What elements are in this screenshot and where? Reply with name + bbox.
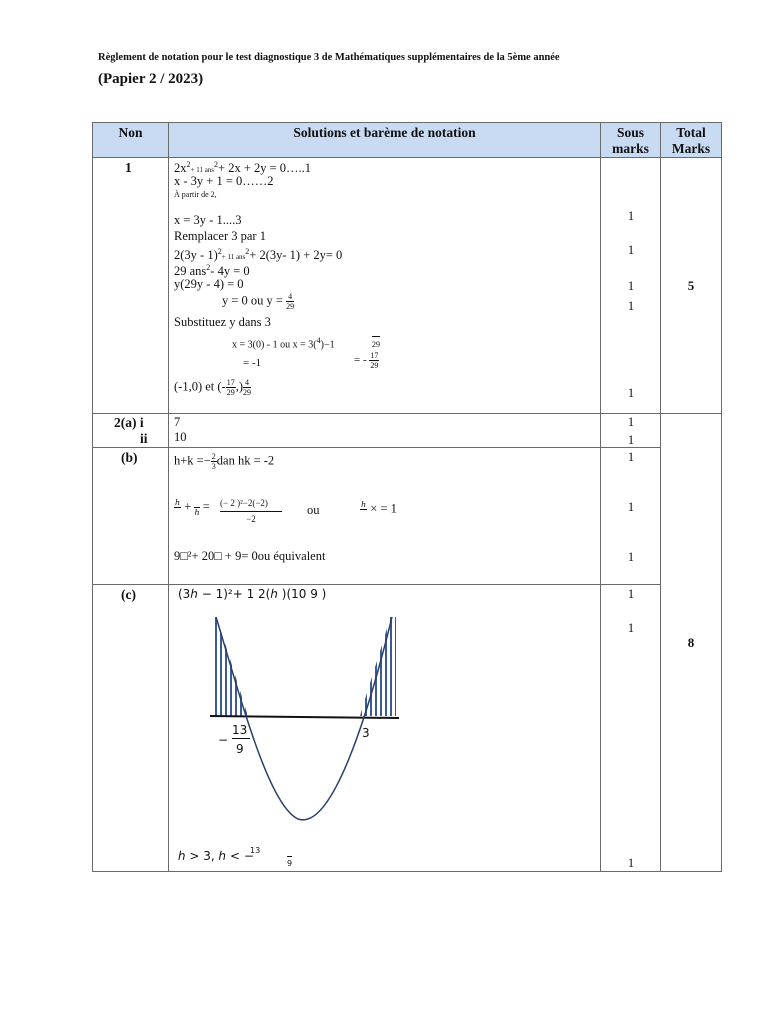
- q2b-mark-2: 1: [627, 500, 635, 514]
- q1-line-7: 29 ans$^2$- 4y = 0: [174, 263, 250, 279]
- q2a-i-value: 7: [174, 415, 181, 429]
- q1-line-12-left: = -1: [243, 357, 262, 369]
- q2c-answer-numerator: 13: [250, 846, 261, 855]
- q1-mark-1: 1: [627, 209, 635, 223]
- q1-total-marks: 5: [687, 278, 695, 293]
- q1-mark-5: 1: [627, 386, 635, 400]
- q1-mark-2: 1: [627, 243, 635, 257]
- q1-line-10: Substituez y dans 3: [174, 315, 271, 329]
- q2a-mark-1: 1: [627, 415, 635, 429]
- document-subtitle: (Papier 2 / 2023): [98, 71, 204, 87]
- q1-line-6: 2(3y - 1)$^2$+ 11 ans$^2$+ 2(3y- 1) + 2y= 0: [174, 247, 343, 263]
- q2c-answer-denominator: 9: [287, 856, 292, 871]
- parabola-left-root-numerator: 13: [232, 723, 248, 737]
- q1-mark-3: 1: [627, 279, 635, 293]
- column-header-total-line2: Marks: [671, 141, 711, 156]
- shaded-region-right: [360, 617, 396, 716]
- q1-line-9: y = 0 ou y = $\frac{4}{29}$: [222, 292, 295, 311]
- q1-line-2: x - 3y + 1 = 0……2: [174, 174, 274, 188]
- q2b-mark-3: 1: [627, 550, 635, 564]
- column-header-number: Non: [118, 125, 143, 140]
- q1-line-13: (-1,0) et (- $\frac{17}{29}$ ,) $\frac{4}{29}$: [174, 378, 252, 397]
- q1-line-1: $2x^2+ 11$ ans$^2$+ 2x + 2y = 0…..1: [174, 160, 312, 176]
- question-2b-label: (b): [121, 450, 138, 465]
- column-header-total-line1: Total: [676, 125, 706, 140]
- question-1-number: 1: [125, 160, 132, 175]
- q2b-line-3: 9□²+ 20□ + 9= 0ou équivalent: [174, 549, 326, 563]
- column-header-total-marks: [661, 125, 721, 157]
- q2c-mark-3: 1: [627, 856, 635, 870]
- q2c-mark-2: 1: [627, 621, 635, 635]
- q2c-line-1: (3ℎ − 1)²+ 1 2(ℎ )(10 9 ): [178, 587, 327, 601]
- q2a-mark-2: 1: [627, 433, 635, 447]
- q1-line-8: y(29y - 4) = 0: [174, 277, 244, 291]
- q1-line-5: Remplacer 3 par 1: [174, 229, 266, 243]
- column-header-sub-marks: [601, 125, 660, 157]
- q2b-line-2: ℎ + ℎ =: [175, 498, 210, 517]
- question-2a-ii-label: ii: [140, 431, 148, 446]
- document-title: Règlement de notation pour le test diagnostique 3 de Mathématiques supplémentaires de la 5ème année: [98, 52, 560, 63]
- q2c-answer: ℎ > 3, ℎ < −: [178, 849, 254, 863]
- q2b-line-2-or: ou: [307, 503, 320, 517]
- q2-total-marks: 8: [687, 635, 695, 650]
- column-header-sub-marks-line1: Sous: [616, 125, 645, 140]
- q1-line-12-right: = - $\frac{17}{29}$: [354, 351, 379, 370]
- parabola-left-root-bar: [232, 738, 250, 739]
- parabola-left-root-sign: −: [218, 733, 229, 747]
- q1-line-4: x = 3y - 1....3: [174, 213, 242, 227]
- question-2a-label: 2(a) i: [114, 415, 144, 430]
- shaded-region-left: [212, 617, 248, 716]
- column-header-sub-marks-line2: marks: [612, 141, 649, 156]
- parabola-sketch: [170, 605, 430, 835]
- parabola-right-root: 3: [362, 726, 370, 740]
- q2a-ii-value: 10: [174, 430, 187, 444]
- q2b-line-2-fraction: (− 2 )²−2(−2) −2: [220, 496, 282, 526]
- q2c-mark-1: 1: [627, 587, 635, 601]
- q1-line-11: x = 3(0) - 1 ou x = 3($^4$)−1: [232, 336, 335, 351]
- q2b-line-2-alternative: ℎ × = 1: [361, 500, 397, 516]
- question-2c-label: (c): [121, 587, 136, 602]
- parabola-left-root-denominator: 9: [236, 742, 244, 756]
- q1-mark-4: 1: [627, 299, 635, 313]
- x-axis-line: [210, 716, 399, 718]
- q2b-line-1: h+k =− $\frac{2}{3}$ dan hk = -2: [174, 452, 275, 471]
- q1-line-3: À partir de 2,: [174, 190, 217, 199]
- column-header-solutions: Solutions et barème de notation: [293, 125, 476, 140]
- q1-line-11-denominator: 29: [372, 336, 380, 352]
- q2b-mark-1: 1: [627, 450, 635, 464]
